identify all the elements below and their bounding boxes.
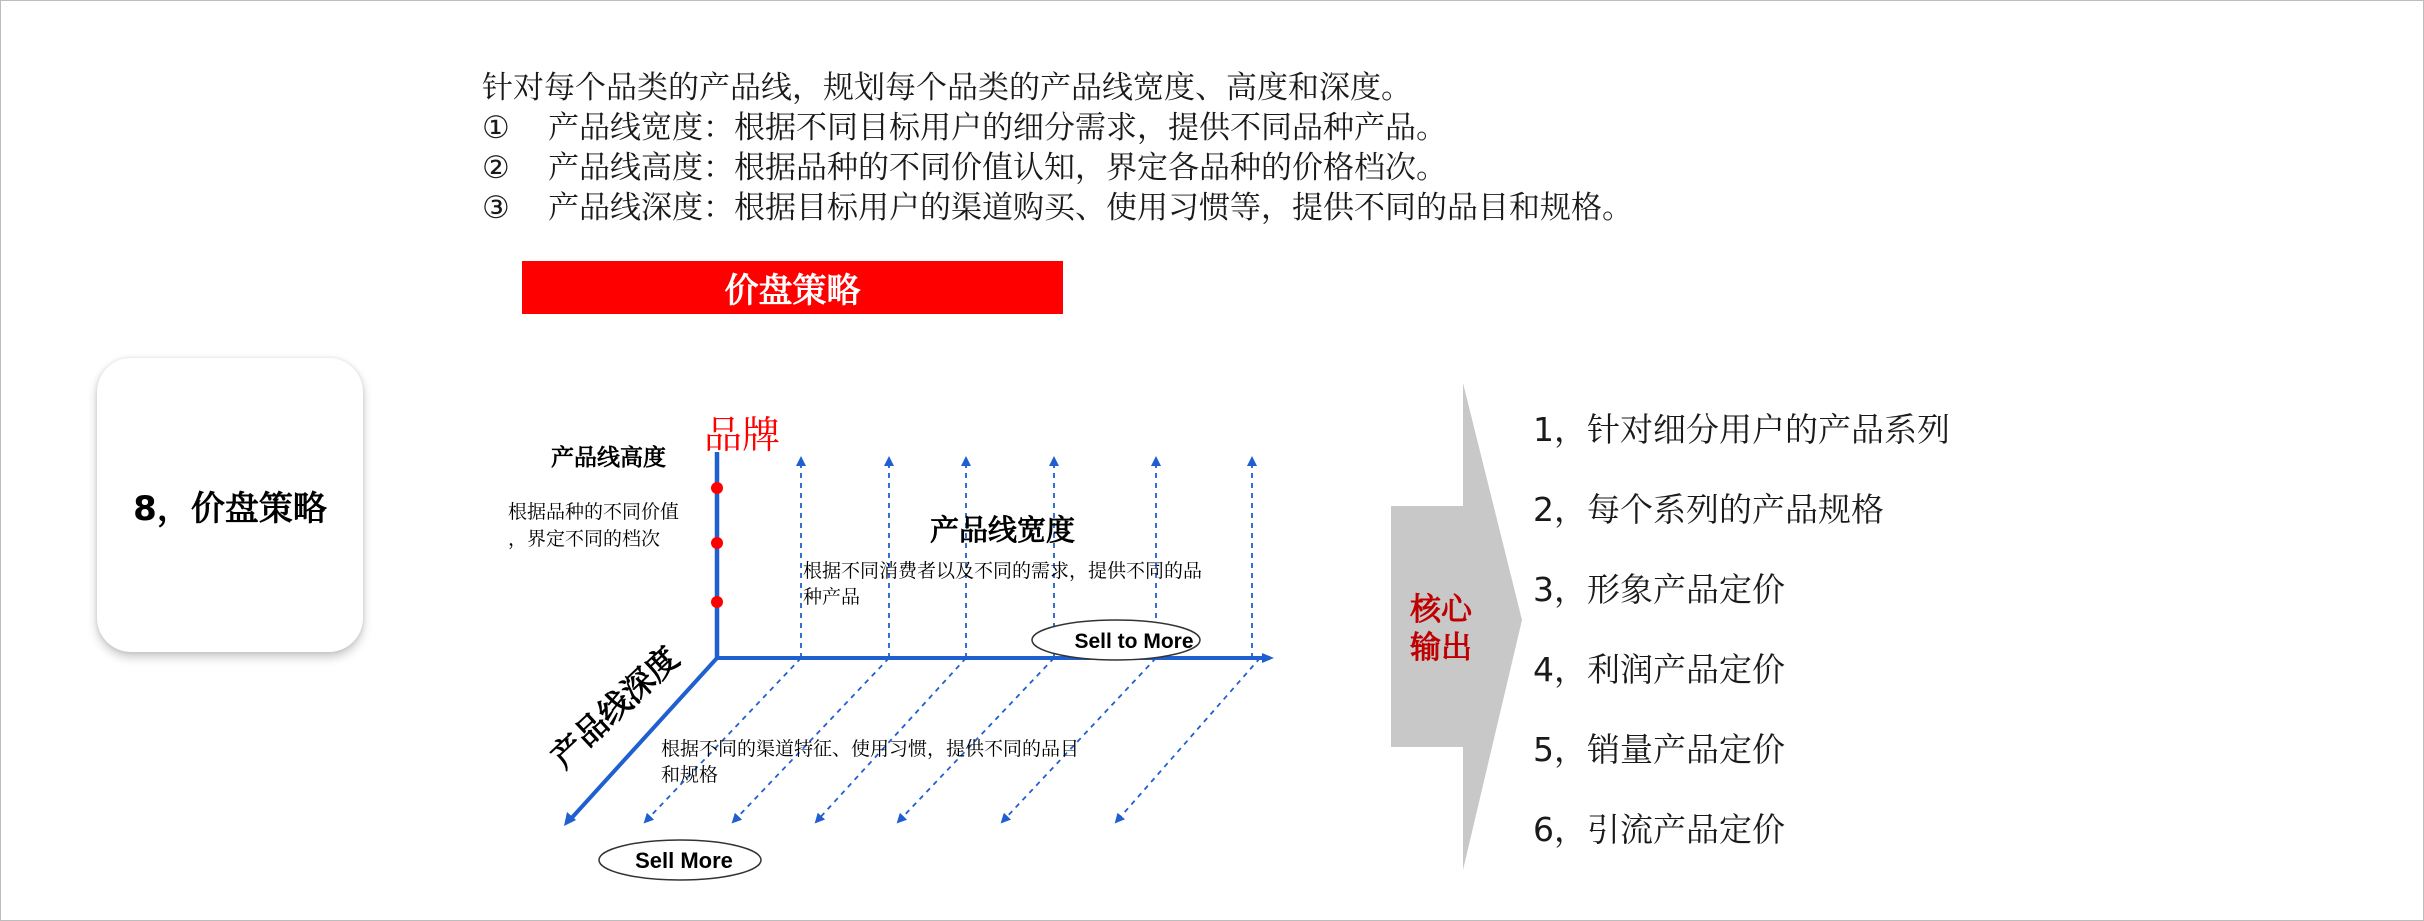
output-item: 6，引流产品定价: [1533, 810, 1785, 849]
width-axis-title: 产品线宽度: [930, 513, 1076, 547]
width-axis-desc: 根据不同消费者以及不同的需求，提供不同的品: [803, 560, 1203, 582]
topic-card-title: 8，价盘策略: [133, 488, 327, 529]
width-axis-arrowhead: [1262, 653, 1274, 663]
item-number: ③: [482, 190, 510, 226]
width-axis-desc: 种产品: [803, 586, 861, 608]
dashed-line: [1116, 658, 1260, 822]
core-output-list: [1533, 404, 1950, 884]
section-banner: 价盘策略: [522, 261, 1063, 314]
output-item: 2，每个系列的产品规格: [1533, 490, 1884, 529]
core-output-label: 核心: [1410, 592, 1472, 628]
sell-more-label: Sell More: [635, 848, 733, 873]
core-output-label: 输出: [1410, 630, 1472, 666]
output-item: 5，销量产品定价: [1533, 730, 1785, 769]
height-axis-title: 产品线高度: [551, 445, 666, 471]
depth-axis-desc: 和规格: [661, 764, 719, 786]
height-axis-desc: 根据品种的不同价值: [508, 501, 680, 523]
depth-axis-desc: 根据不同的渠道特征、使用习惯，提供不同的品目: [661, 738, 1080, 760]
sell-to-more-label: Sell to More: [1074, 630, 1194, 653]
level-dot: [711, 537, 723, 549]
output-item: 4，利润产品定价: [1533, 650, 1785, 689]
level-dot: [711, 482, 723, 494]
height-axis-desc: ，界定不同的档次: [508, 528, 661, 550]
item-text: 产品线深度：根据目标用户的渠道购买、使用习惯等，提供不同的品目和规格。: [548, 190, 1633, 226]
item-number: ①: [482, 110, 510, 146]
intro-line: 针对每个品类的产品线，规划每个品类的产品线宽度、高度和深度。: [482, 70, 1412, 106]
item-text: 产品线高度：根据品种的不同价值认知，界定各品种的价格档次。: [548, 150, 1447, 186]
output-item: 3，形象产品定价: [1533, 570, 1785, 609]
item-text: 产品线宽度：根据不同目标用户的细分需求，提供不同品种产品。: [548, 110, 1447, 146]
item-number: ②: [482, 150, 510, 186]
brand-label: 品牌: [704, 413, 781, 457]
output-item: 1，针对细分用户的产品系列: [1533, 410, 1950, 449]
level-dot: [711, 596, 723, 608]
depth-axis-title: 产品线深度: [543, 638, 687, 776]
